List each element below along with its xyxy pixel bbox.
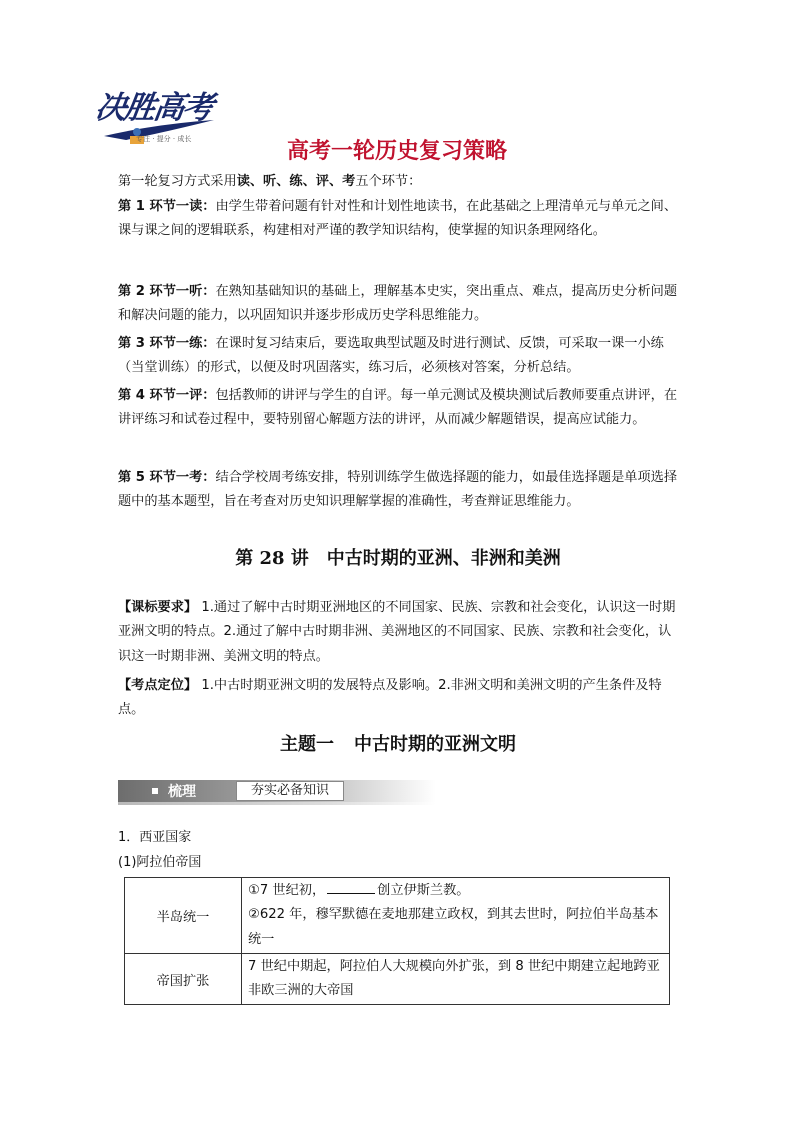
- lecture-number: 第 28 讲: [235, 548, 309, 569]
- requirements-text: 1.通过了解中古时期亚洲地区的不同国家、民族、宗教和社会变化，认识这一时期亚洲文明的特点。2.通过了解中古时期非洲、美洲地区的不同国家、民族、宗教和社会变化，认识这一时期非洲、美洲文明的特点。: [118, 600, 676, 664]
- intro-line: [118, 170, 678, 194]
- step-1: [118, 195, 678, 244]
- table-line: 创立伊斯兰教。: [377, 883, 470, 898]
- page-title: 高考一轮历史复习策略: [286, 139, 507, 164]
- step-text: 在课时复习结束后，要选取典型试题及时进行测试、反馈，可采取一课一小练（当堂训练）的形式，以便及时巩固落实，练习后，必须核对答案，分析总结。: [118, 336, 664, 376]
- table-row-body: [242, 878, 670, 954]
- table-row: [125, 878, 670, 954]
- step-3: [118, 332, 678, 381]
- banner-underline: [118, 802, 436, 805]
- exam-focus: [118, 674, 678, 723]
- fill-in-blank[interactable]: [327, 879, 375, 894]
- step-text: 结合学校周考练安排，特别训练学生做选择题的能力，如最佳选择题是单项选择题中的基本题型，旨在考查对历史知识理解掌握的准确性，考查辩证思维能力。: [118, 470, 678, 510]
- step-label: 第 3 环节一练：: [118, 336, 216, 351]
- intro-post: 五个环节：: [355, 174, 422, 189]
- step-label: 第 1 环节一读：: [118, 199, 216, 214]
- step-text: 在熟知基础知识的基础上，理解基本史实，突出重点、难点，提高历史分析问题和解决问题的能力，以巩固知识并逐步形成历史学科思维能力。: [118, 284, 678, 324]
- requirements-label: 【课标要求】: [118, 600, 198, 615]
- step-4: [118, 384, 678, 433]
- table-row: [125, 953, 670, 1005]
- banner-box: 夯实必备知识: [236, 781, 344, 801]
- step-text: 包括教师的讲评与学生的自评。每一单元测试及模块测试后教师要重点讲评，在讲评练习和试卷过程中，要特别留心解题方法的讲评，从而减少解题错误，提高应试能力。: [118, 388, 678, 428]
- lecture-name: 中古时期的亚洲、非洲和美洲: [326, 548, 561, 569]
- step-text: 由学生带着问题有针对性和计划性地读书，在此基础之上理清单元与单元之间、课与课之间的逻辑联系，构建相对严谨的教学知识结构，使掌握的知识条理网络化。: [118, 199, 678, 239]
- step-label: 第 5 环节一考：: [118, 470, 216, 485]
- step-5: [118, 466, 678, 515]
- focus-label: 【考点定位】: [118, 678, 198, 693]
- banner-label: 梳理: [168, 784, 196, 800]
- section-heading: 1．西亚国家: [118, 830, 192, 845]
- intro-pre: 第一轮复习方式采用: [118, 174, 237, 189]
- topic-number: 主题一: [280, 734, 334, 755]
- topic-title: [118, 730, 678, 756]
- subsection-heading: (1)阿拉伯帝国: [118, 855, 202, 870]
- logo-tagline: 专注 · 提分 · 成长: [136, 135, 192, 143]
- table-row-body: [242, 953, 670, 1005]
- intro-bold: 读、听、练、评、考: [236, 174, 356, 189]
- table-row-head: 帝国扩张: [125, 953, 242, 1005]
- table-row-head: 半岛统一: [125, 878, 242, 954]
- step-label: 第 4 环节一评：: [118, 388, 216, 403]
- table-line: ②622 年，穆罕默德在麦地那建立政权，到其去世时，阿拉伯半岛基本统一: [248, 907, 659, 947]
- lecture-title: [118, 544, 678, 570]
- logo-text: 决胜高考: [92, 90, 215, 126]
- curriculum-requirements: [118, 596, 678, 669]
- focus-text: 1.中古时期亚洲文明的发展特点及影响。2.非洲文明和美洲文明的产生条件及特点。: [118, 678, 662, 718]
- topic-name: 中古时期的亚洲文明: [354, 734, 516, 755]
- step-label: 第 2 环节一听：: [118, 284, 216, 299]
- table-line: ①7 世纪初，: [248, 883, 326, 898]
- square-bullet-icon: [152, 788, 158, 794]
- table-line: 7 世纪中期起，阿拉伯人大规模向外扩张，到 8 世纪中期建立起地跨亚非欧三洲的大帝国: [248, 958, 660, 999]
- section-banner: [118, 780, 436, 806]
- knowledge-table: [124, 877, 670, 1005]
- step-2: [118, 280, 678, 329]
